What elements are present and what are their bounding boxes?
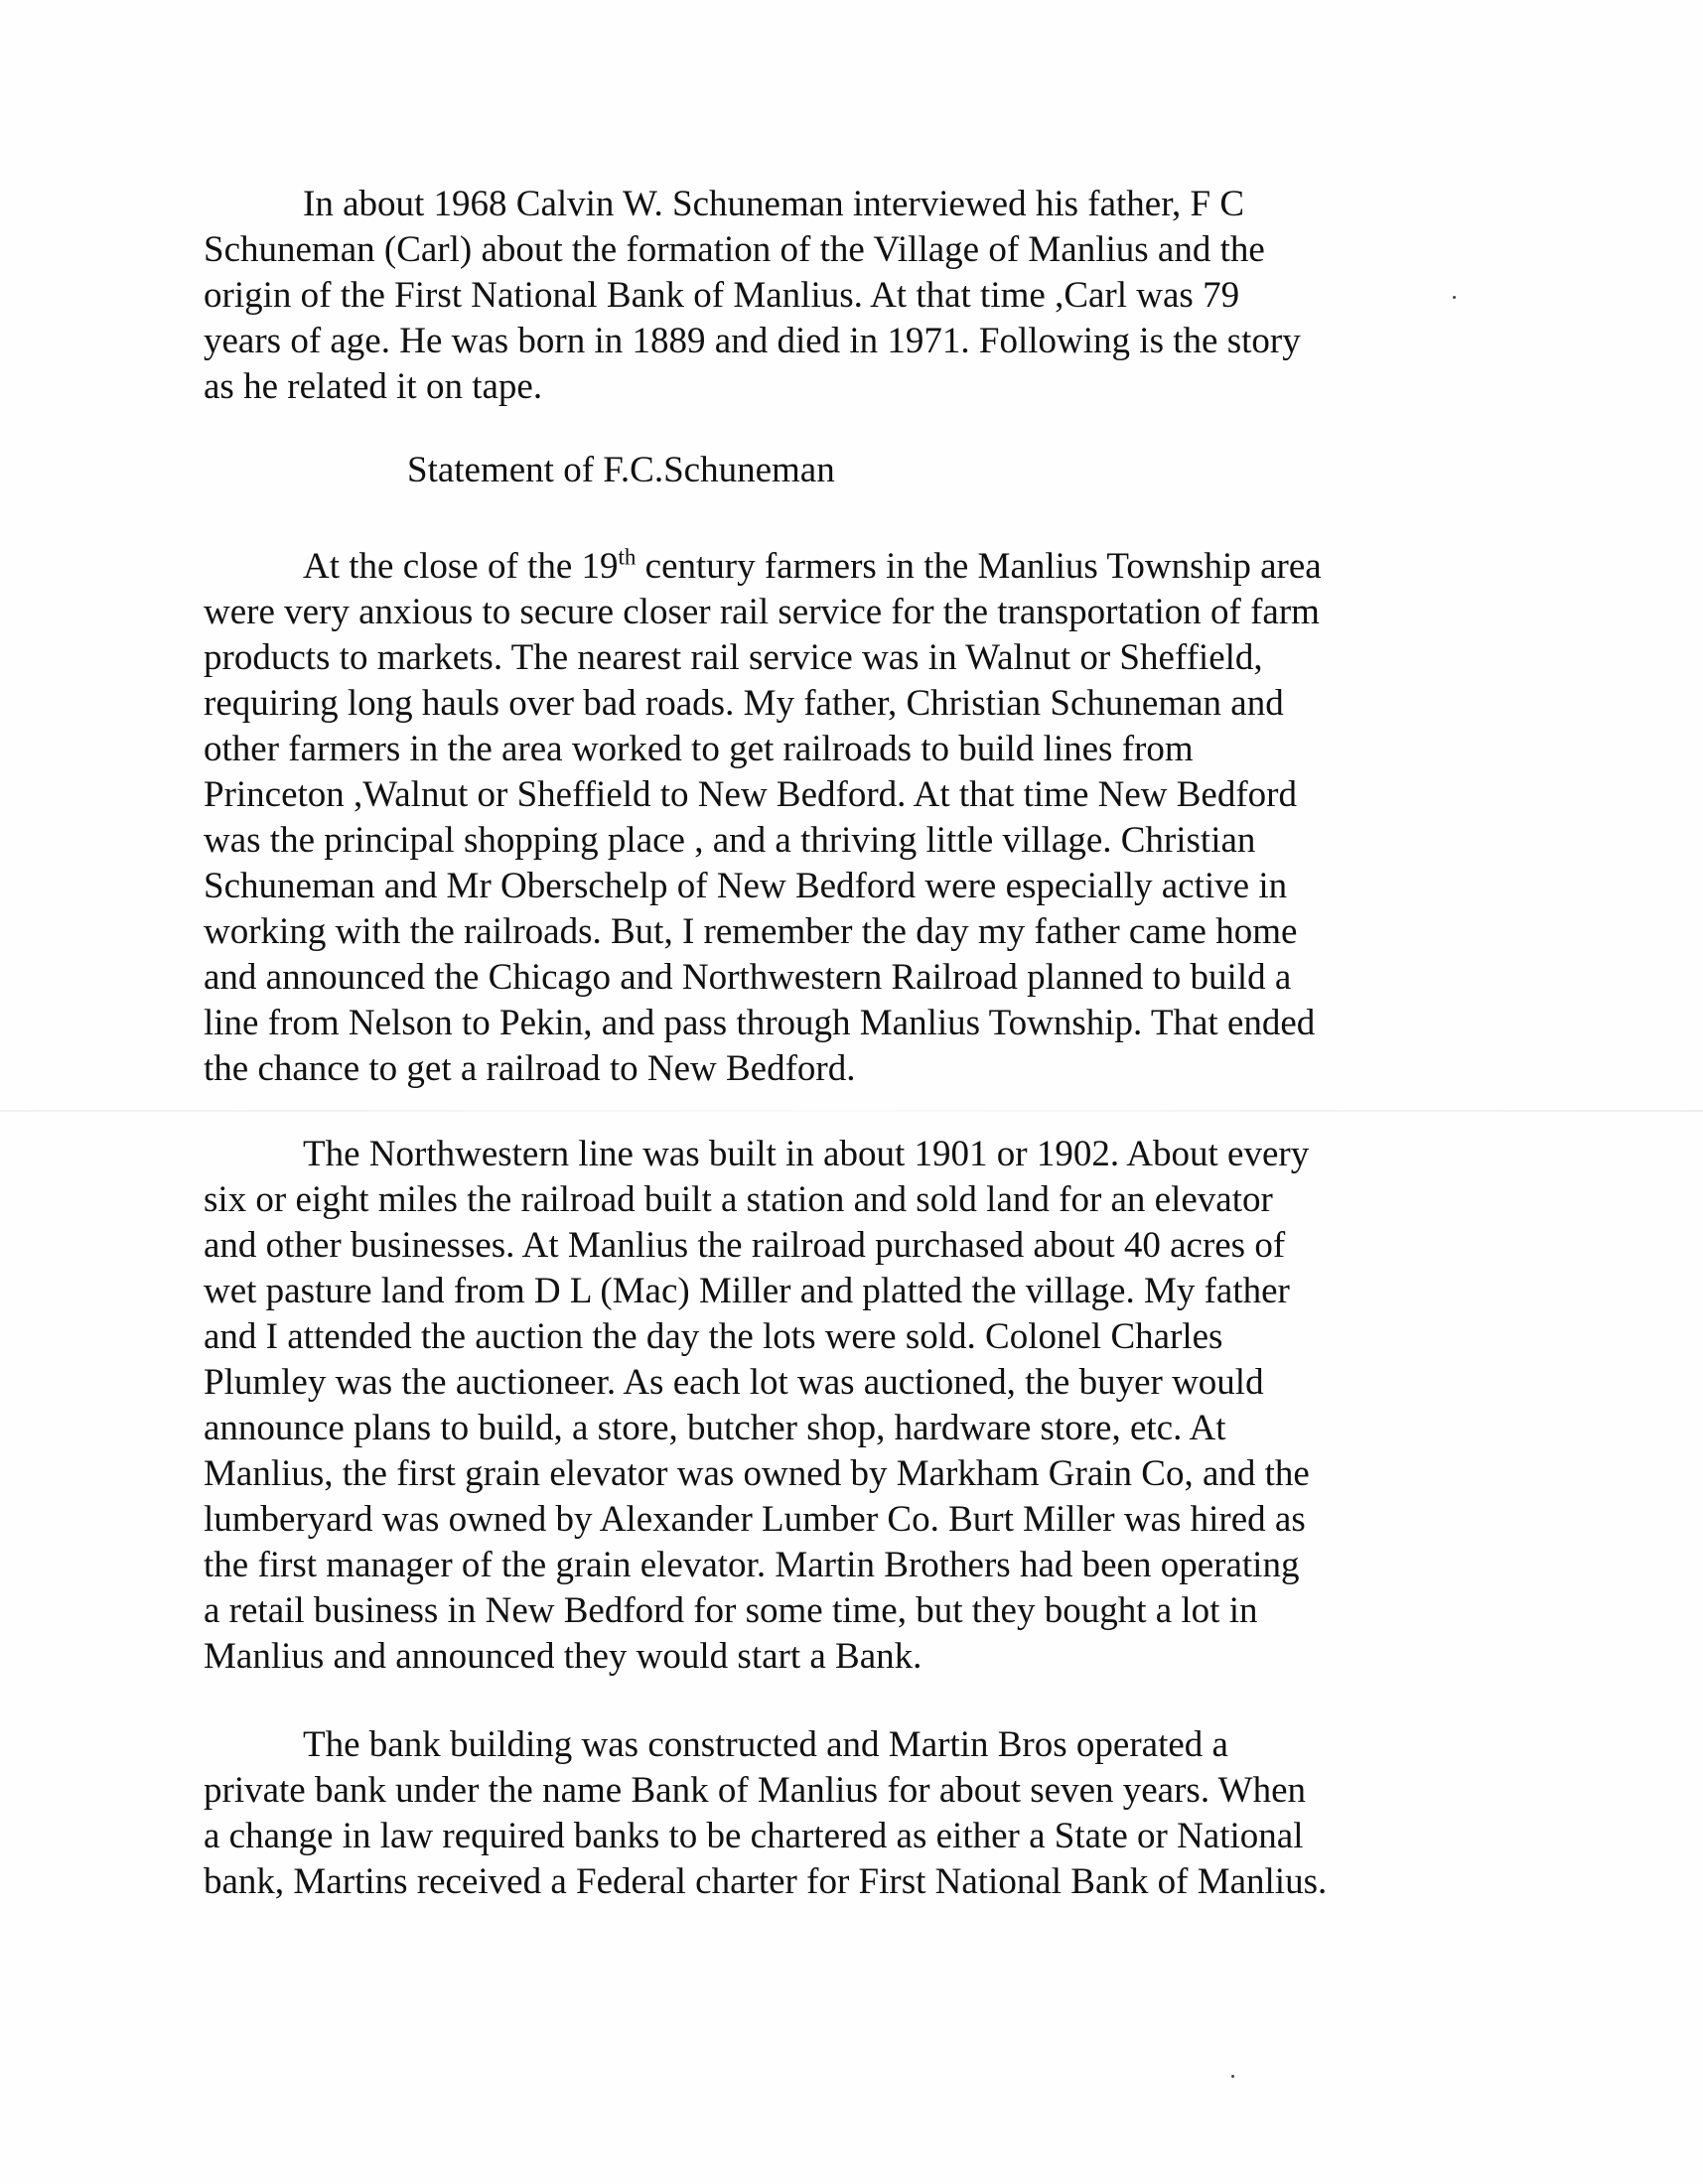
text-line: wet pasture land from D L (Mac) Miller and platted the village. My father <box>204 1271 1290 1311</box>
text-line: products to markets. The nearest rail service was in Walnut or Sheffield, <box>204 637 1263 678</box>
text-line: The bank building was constructed and Martin Bros operated a <box>303 1724 1228 1765</box>
text-line: line from Nelson to Pekin, and pass through Manlius Township. That ended <box>204 1003 1316 1043</box>
text-line: a change in law required banks to be chartered as either a State or National <box>204 1816 1304 1856</box>
text-line: and I attended the auction the day the lots were sold. Colonel Charles <box>204 1316 1223 1357</box>
text-line: The Northwestern line was built in about 1901 or 1902. About every <box>303 1134 1310 1174</box>
text-line: were very anxious to secure closer rail service for the transportation of farm <box>204 592 1320 632</box>
text-line: the chance to get a railroad to New Bedford. <box>204 1048 856 1089</box>
text-line: years of age. He was born in 1889 and died in 1971. Following is the story <box>204 321 1301 361</box>
text-line: requiring long hauls over bad roads. My father, Christian Schuneman and <box>204 683 1284 724</box>
line-text: At the close of the 19 <box>303 546 619 587</box>
paragraph-3 <box>204 1722 1514 1905</box>
text-line: lumberyard was owned by Alexander Lumber Co. Burt Miller was hired as <box>204 1499 1306 1540</box>
text-line <box>204 544 1514 590</box>
text-line: and other businesses. At Manlius the railroad purchased about 40 acres of <box>204 1225 1286 1266</box>
text-line: Princeton ,Walnut or Sheffield to New Bedford. At that time New Bedford <box>204 774 1297 815</box>
text-line: working with the railroads. But, I remember the day my father came home <box>204 911 1298 952</box>
text-line: six or eight miles the railroad built a station and sold land for an elevator <box>204 1179 1273 1220</box>
statement-heading: Statement of F.C.Schuneman <box>407 450 835 490</box>
text-line: as he related it on tape. <box>204 366 543 407</box>
text-line: Manlius and announced they would start a Bank. <box>204 1636 922 1677</box>
line-text: century farmers in the Manlius Township area <box>636 546 1322 587</box>
text-line: announce plans to build, a store, butcher shop, hardware store, etc. At <box>204 1408 1226 1448</box>
text-line: a retail business in New Bedford for some time, but they bought a lot in <box>204 1590 1258 1631</box>
text-line: and announced the Chicago and Northwestern Railroad planned to build a <box>204 957 1292 998</box>
text-line: was the principal shopping place , and a thriving little village. Christian <box>204 820 1256 861</box>
text-line: bank, Martins received a Federal charter for First National Bank of Manlius. <box>204 1861 1328 1902</box>
text-line: Manlius, the first grain elevator was owned by Markham Grain Co, and the <box>204 1453 1310 1494</box>
text-line: Schuneman (Carl) about the formation of the Village of Manlius and the <box>204 229 1265 270</box>
intro-paragraph <box>204 182 1514 410</box>
paragraph-2 <box>204 1132 1514 1680</box>
text-line: Schuneman and Mr Oberschelp of New Bedford were especially active in <box>204 866 1288 906</box>
page-fold-line <box>0 1110 1703 1112</box>
text-line: origin of the First National Bank of Manlius. At that time ,Carl was 79 <box>204 275 1240 316</box>
text-line: Plumley was the auctioneer. As each lot was auctioned, the buyer would <box>204 1362 1264 1403</box>
text-line: In about 1968 Calvin W. Schuneman interviewed his father, F C <box>303 184 1245 224</box>
paragraph-1 <box>204 544 1514 1092</box>
scan-speck <box>1231 2075 1234 2078</box>
text-line: other farmers in the area worked to get railroads to build lines from <box>204 729 1194 769</box>
text-line: private bank under the name Bank of Manlius for about seven years. When <box>204 1770 1306 1811</box>
ordinal-suffix: th <box>618 544 637 570</box>
text-line: the first manager of the grain elevator. Martin Brothers had been operating <box>204 1545 1300 1585</box>
